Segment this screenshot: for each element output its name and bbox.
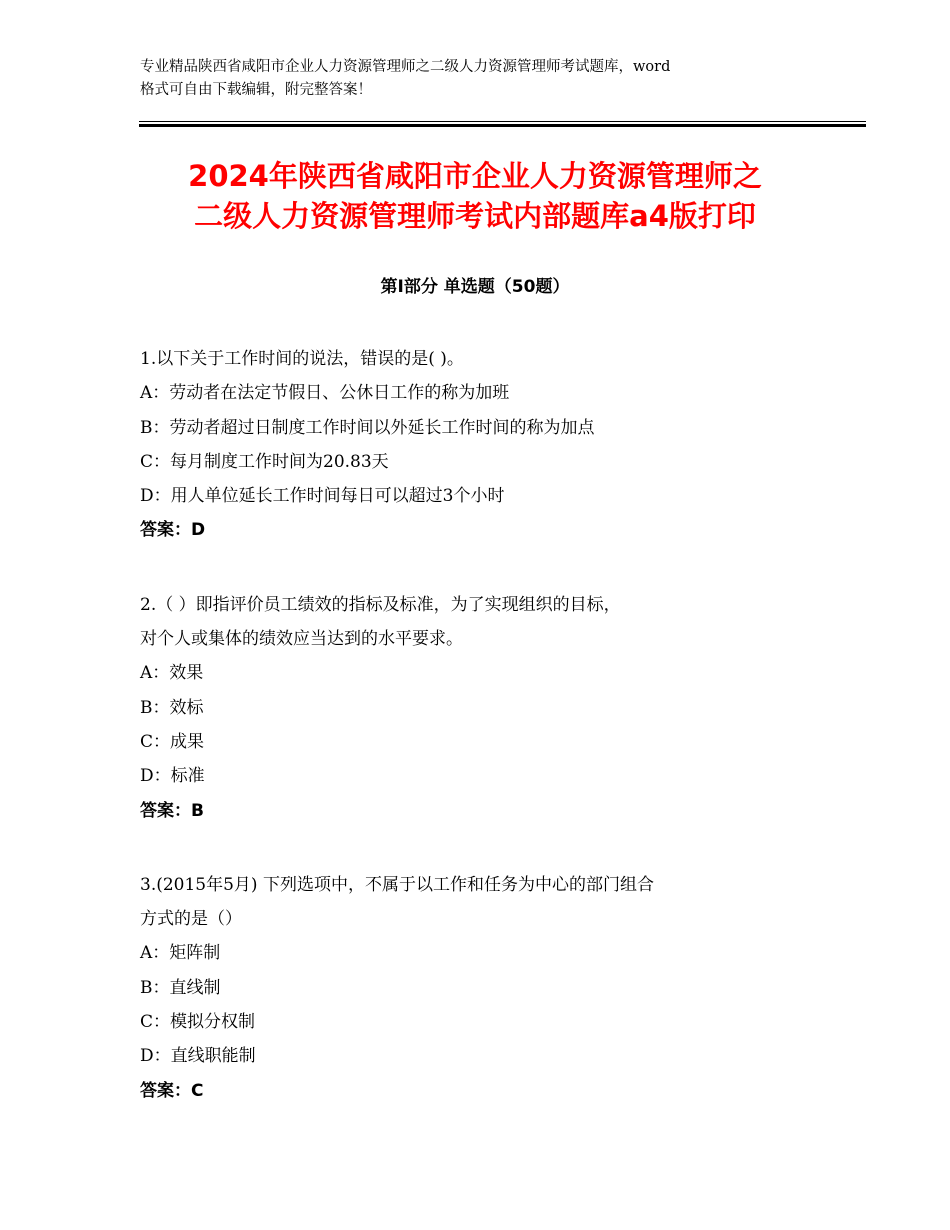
option-d: D：直线职能制	[140, 1046, 256, 1067]
option-a: A：矩阵制	[140, 943, 221, 964]
header-divider-thin	[139, 121, 866, 122]
header-divider-thick	[139, 124, 866, 127]
question-2	[140, 588, 830, 828]
header-note-line-1: 专业精品陕西省咸阳市企业人力资源管理师之二级人力资源管理师考试题库，word	[140, 59, 671, 75]
section-heading: 第Ⅰ部分 单选题（50题）	[380, 277, 570, 297]
option-d: D：用人单位延长工作时间每日可以超过3个小时	[140, 486, 505, 507]
document-title-line-2: 二级人力资源管理师考试内部题库a4版打印	[194, 199, 756, 233]
document-title-line-1: 2024年陕西省咸阳市企业人力资源管理师之	[188, 159, 762, 193]
option-c: C：模拟分权制	[140, 1012, 256, 1033]
question-stem-continued: 对个人或集体的绩效应当达到的水平要求。	[140, 629, 463, 650]
option-d: D：标准	[140, 766, 205, 787]
document-title	[60, 156, 890, 236]
answer-label: 答案：C	[140, 1080, 204, 1101]
option-b: B：劳动者超过日制度工作时间以外延长工作时间的称为加点	[140, 417, 595, 438]
header-note	[140, 56, 820, 102]
question-stem: 3.(2015年5月) 下列选项中，不属于以工作和任务为中心的部门组合	[140, 874, 654, 895]
question-list	[140, 342, 830, 1148]
question-stem: 2.（ ）即指评价员工绩效的指标及标准，为了实现组织的目标，	[140, 594, 621, 615]
question-stem-continued: 方式的是（）	[140, 909, 242, 930]
answer-label: 答案：B	[140, 800, 204, 821]
option-c: C：每月制度工作时间为20.83天	[140, 451, 389, 472]
header-note-line-2: 格式可自由下载编辑，附完整答案！	[140, 82, 372, 98]
question-3	[140, 868, 830, 1108]
option-a: A：劳动者在法定节假日、公休日工作的称为加班	[140, 383, 510, 404]
option-a: A：效果	[140, 663, 204, 684]
option-b: B：直线制	[140, 977, 221, 998]
option-b: B：效标	[140, 697, 204, 718]
question-1	[140, 342, 830, 548]
option-c: C：成果	[140, 731, 205, 752]
answer-label: 答案：D	[140, 520, 206, 541]
question-stem: 1.以下关于工作时间的说法，错误的是( )。	[140, 349, 464, 369]
